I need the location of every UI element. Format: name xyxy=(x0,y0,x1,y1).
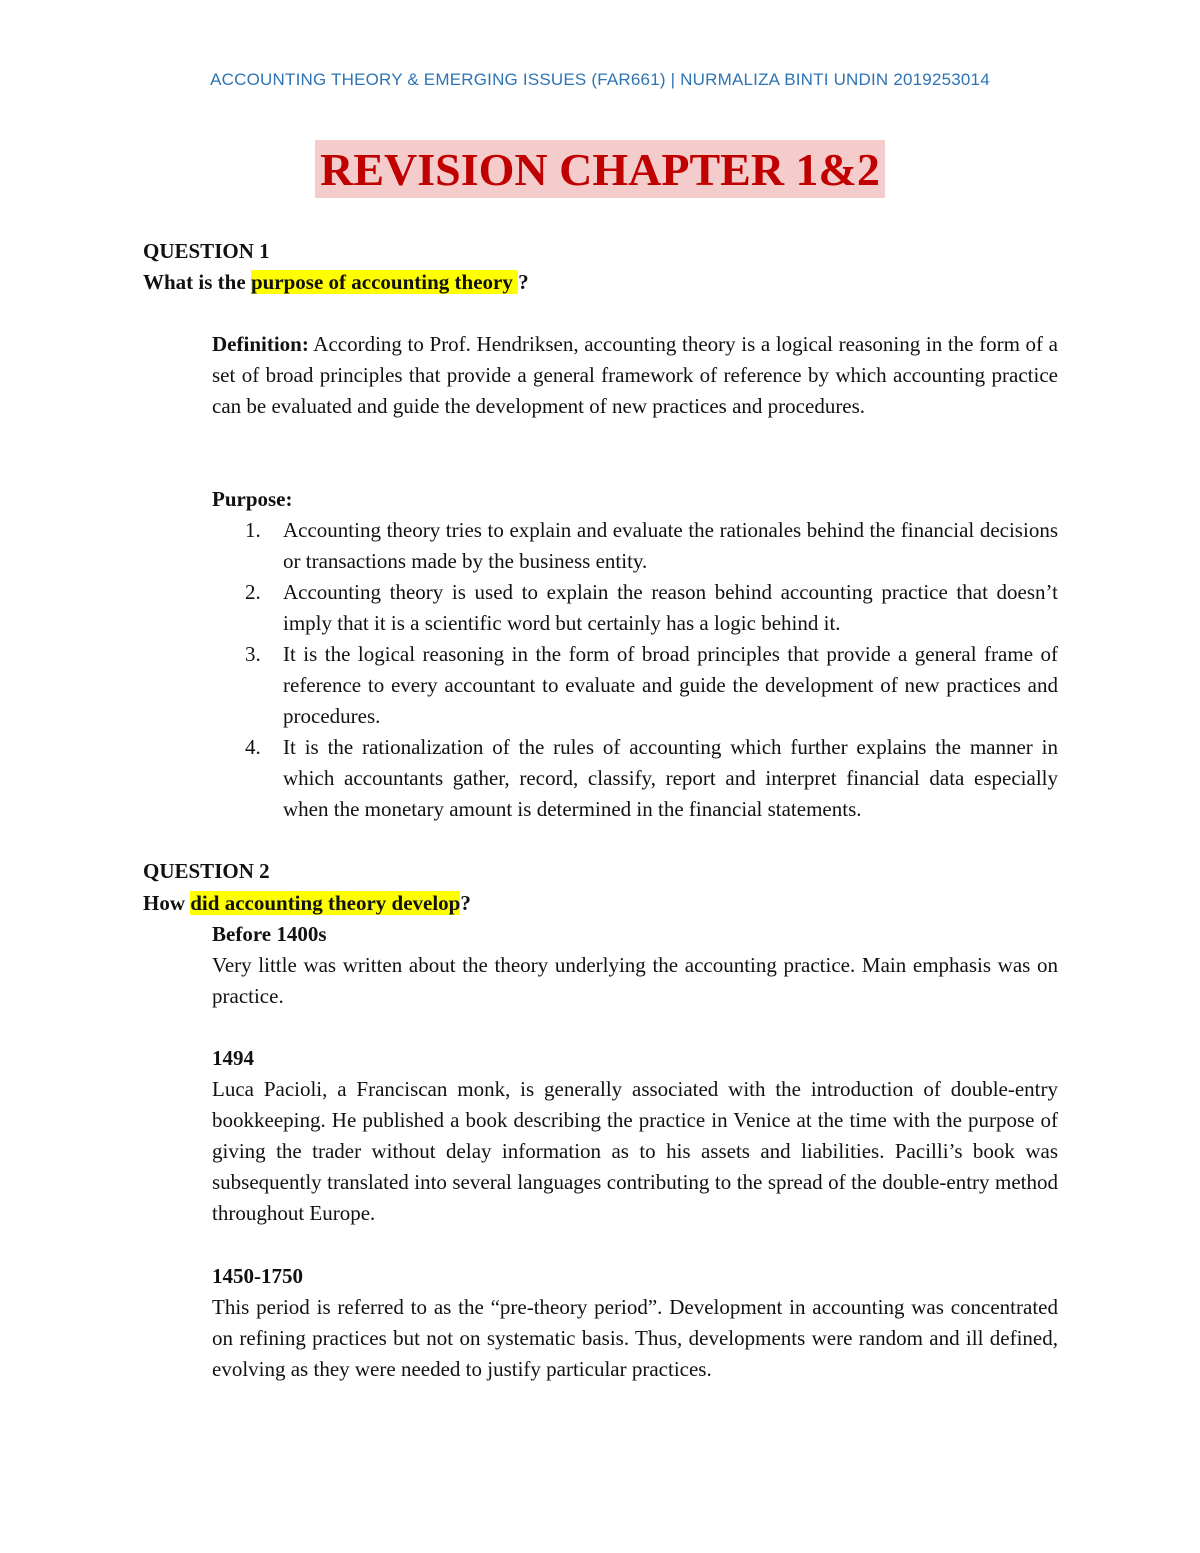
definition-paragraph xyxy=(212,329,1058,422)
page-header: ACCOUNTING THEORY & EMERGING ISSUES (FAR661) | NURMALIZA BINTI UNDIN 2019253014 xyxy=(210,70,990,89)
purpose-item xyxy=(212,577,1058,639)
question-1-highlight: purpose of accounting theory xyxy=(250,270,519,294)
period-text-1494: Luca Pacioli, a Franciscan monk, is generally associated with the introduction of double-entry bookkeeping. He published a book describing the practice in Venice at the time with the purpose of giving the trader without delay information as to his assets and liabilities. Pacilli’s book was subsequently translated into several languages contributing to the spread of the double-entry method throughout Europe. xyxy=(212,1077,1058,1225)
question-1-post: ? xyxy=(518,270,529,294)
purpose-list xyxy=(212,515,1058,825)
definition-label: Definition: xyxy=(212,332,309,356)
purpose-label: Purpose: xyxy=(212,487,293,511)
period-heading-1450-1750: 1450-1750 xyxy=(212,1264,303,1288)
question-2-text xyxy=(143,888,1063,919)
question-1-pre: What is the xyxy=(143,270,251,294)
purpose-item-number: 1. xyxy=(245,518,261,542)
period-heading-before-1400s: Before 1400s xyxy=(212,922,327,946)
purpose-item-text: It is the logical reasoning in the form of broad principles that provide a general frame of reference to every accountant to evaluate and guide the development of new practices and procedures. xyxy=(283,642,1058,728)
purpose-item-number: 4. xyxy=(245,735,261,759)
question-2-post: ? xyxy=(460,891,471,915)
question-2-label: QUESTION 2 xyxy=(143,859,270,883)
period-text-1450-1750: This period is referred to as the “pre-theory period”. Development in accounting was concentrated on refining practices but not on systematic basis. Thus, developments were random and ill defined, evolving as they were needed to justify particular practices. xyxy=(212,1295,1058,1381)
title-block xyxy=(0,140,1200,198)
question-1-label: QUESTION 1 xyxy=(143,239,270,263)
purpose-item xyxy=(212,515,1058,577)
question-2-highlight: did accounting theory develop xyxy=(190,891,461,915)
purpose-item xyxy=(212,732,1058,825)
purpose-item-number: 2. xyxy=(245,580,261,604)
purpose-item-text: It is the rationalization of the rules of accounting which further explains the manner in which accountants gather, record, classify, report and interpret financial data especially when the monetary amount is determined in the financial statements. xyxy=(283,735,1058,821)
period-text-before-1400s: Very little was written about the theory underlying the accounting practice. Main emphasis was on practice. xyxy=(212,953,1058,1008)
purpose-item-text: Accounting theory is used to explain the reason behind accounting practice that doesn’t imply that it is a scientific word but certainly has a logic behind it. xyxy=(283,580,1058,635)
definition-text: According to Prof. Hendriksen, accounting theory is a logical reasoning in the form of a set of broad principles that provide a general framework of reference by which accounting practice can be evaluated and guide the development of new practices and procedures. xyxy=(212,332,1058,418)
purpose-item-text: Accounting theory tries to explain and evaluate the rationales behind the financial decisions or transactions made by the business entity. xyxy=(283,518,1058,573)
purpose-item xyxy=(212,639,1058,732)
period-heading-1494: 1494 xyxy=(212,1046,254,1070)
purpose-item-number: 3. xyxy=(245,642,261,666)
question-2-pre: How xyxy=(143,891,191,915)
question-1-text xyxy=(143,267,1063,298)
page-title: REVISION CHAPTER 1&2 xyxy=(315,140,885,198)
